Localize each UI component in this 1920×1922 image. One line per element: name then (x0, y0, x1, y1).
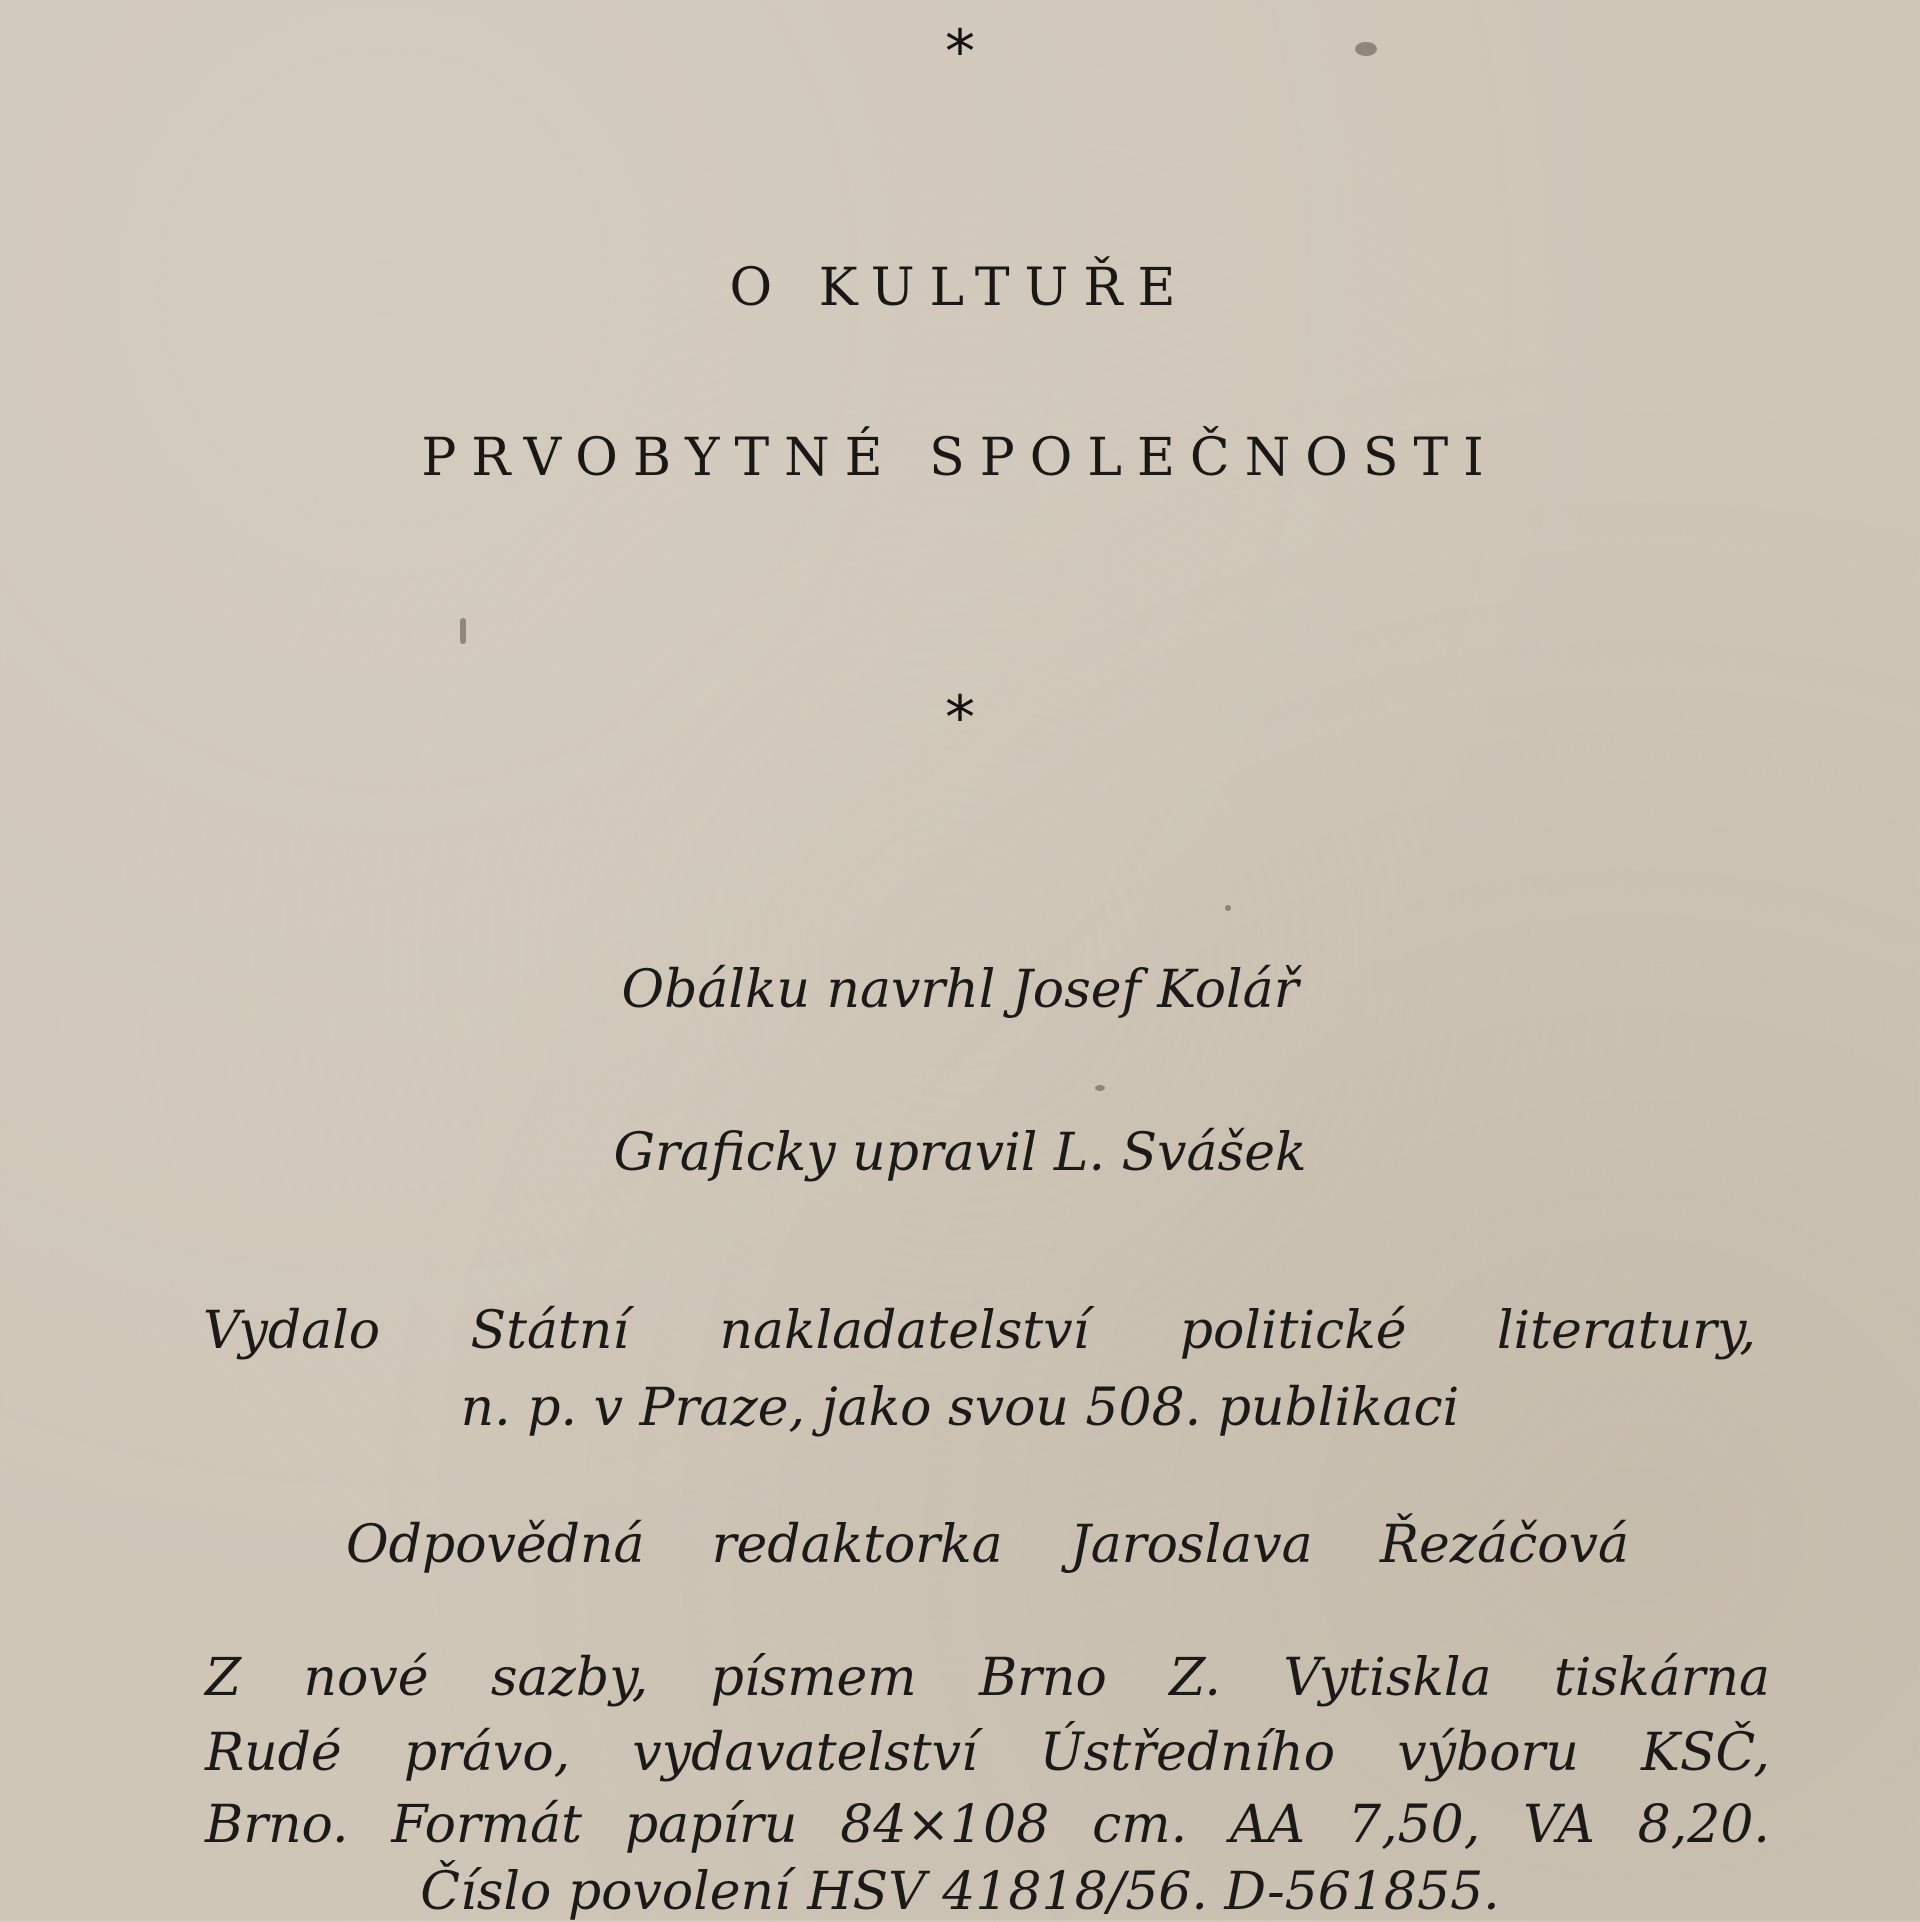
print-line-1 (205, 1648, 1770, 1708)
mid-ornament: * (945, 683, 975, 753)
word: nové (303, 1648, 429, 1708)
word: Řezáčová (1379, 1515, 1629, 1575)
word: vydavatelství (632, 1723, 978, 1783)
cover-designer-credit: Obálku navrhl Josef Kolář (621, 960, 1299, 1020)
editor-credit (346, 1515, 1629, 1575)
word: Státní (470, 1301, 630, 1361)
word: Brno. (205, 1795, 349, 1855)
ink-speck (1095, 1085, 1105, 1091)
word: nakladatelství (719, 1301, 1090, 1361)
title-line-2: PRVOBYTNÉ SPOLEČNOSTI (421, 428, 1499, 488)
word: Z. (1169, 1648, 1221, 1708)
publisher-line-2: n. p. v Praze, jako svou 508. publikaci (460, 1378, 1460, 1438)
word: VA (1523, 1795, 1595, 1855)
word: AA (1230, 1795, 1306, 1855)
word: KSČ, (1641, 1723, 1770, 1783)
word: cm. (1092, 1795, 1188, 1855)
word: písmem (710, 1648, 917, 1708)
word: Rudé (205, 1723, 342, 1783)
publisher-line-1 (203, 1301, 1756, 1361)
word: literatury, (1496, 1301, 1756, 1361)
top-ornament: * (945, 17, 975, 87)
word: právo, (403, 1723, 571, 1783)
ink-speck (1225, 905, 1231, 911)
print-line-2 (205, 1723, 1770, 1783)
word: Vydalo (203, 1301, 381, 1361)
word: 84×108 (840, 1795, 1050, 1855)
title-line-1: O KULTUŘE (729, 258, 1191, 318)
print-line-4: Číslo povolení HSV 41818/56. D-561855. (420, 1862, 1500, 1922)
word: Brno (978, 1648, 1107, 1708)
ink-speck (460, 618, 466, 644)
word: výboru (1397, 1723, 1579, 1783)
word: politické (1179, 1301, 1407, 1361)
word: Jaroslava (1069, 1515, 1313, 1575)
word: 7,50, (1347, 1795, 1481, 1855)
word: Z (205, 1648, 242, 1708)
word: Odpovědná (346, 1515, 645, 1575)
word: sazby, (490, 1648, 649, 1708)
graphic-design-credit: Graficky upravil L. Svášek (613, 1123, 1307, 1183)
word: 8,20. (1637, 1795, 1770, 1855)
word: Ústředního (1039, 1723, 1336, 1783)
word: tiskárna (1553, 1648, 1770, 1708)
word: papíru (624, 1795, 798, 1855)
word: Vytiskla (1283, 1648, 1492, 1708)
print-line-3 (205, 1795, 1770, 1855)
word: redaktorka (711, 1515, 1003, 1575)
word: Formát (391, 1795, 582, 1855)
